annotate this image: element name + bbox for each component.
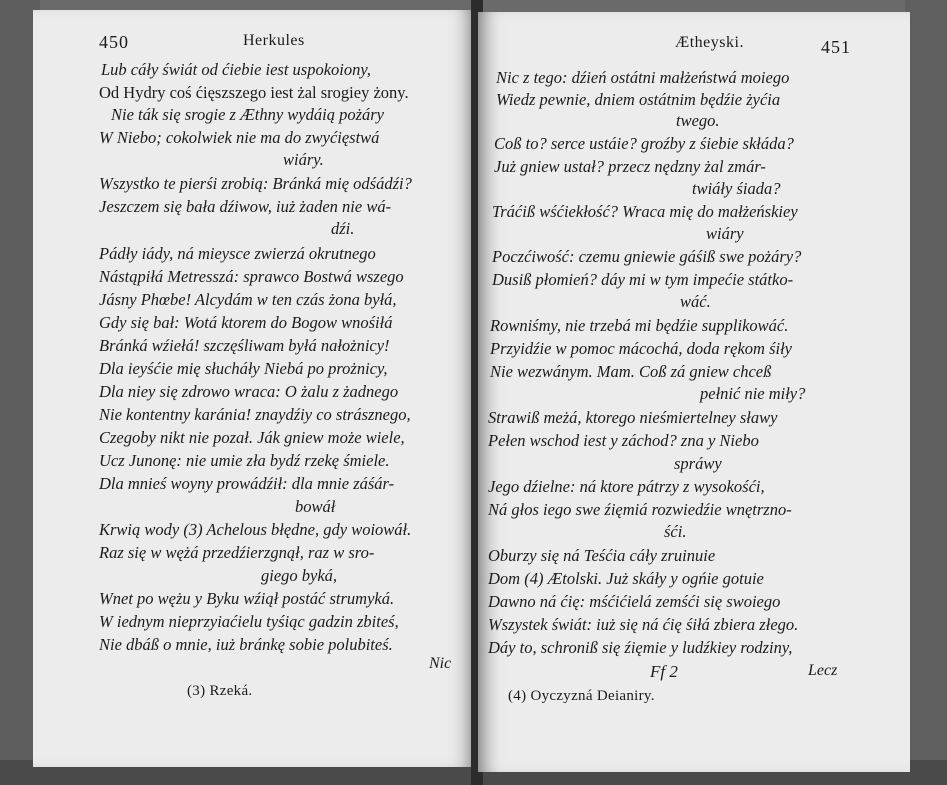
verse-line: Dla mnieś woyny prowádźił: dla mnie záśár- bbox=[99, 474, 395, 493]
verse-line: giego byká, bbox=[261, 566, 338, 585]
verse-line: Przyidźie w pomoc mácochá, doda rękom śiły bbox=[490, 339, 792, 358]
verse-line: Pełen wschod iest y záchod? zna y Niebo bbox=[488, 431, 759, 450]
verse-line: Bránká wźiełá! szczęśliwam byłá nałożnicy! bbox=[99, 336, 390, 355]
verse-line: Strawiß meżá, ktorego nieśmiertelney sławy bbox=[488, 408, 778, 427]
verse-line: Nie wezwánym. Mam. Coß zá gniew chceß bbox=[490, 362, 772, 381]
verse-line: Krwią wody (3) Achelous błędne, gdy woiowáł. bbox=[99, 520, 412, 539]
verse-line: twego. bbox=[676, 111, 720, 130]
verse-line: Nie ták się srogie z Æthny wydáią pożáry bbox=[111, 105, 384, 124]
verse-line: pełnić nie miły? bbox=[700, 384, 806, 403]
verse-line: W iednym nieprzyiaćielu tyśiąc gadzin zbiteś, bbox=[99, 612, 399, 631]
verse-line: Ucz Junonę: nie umie zła bydź rzekę śmiele. bbox=[99, 451, 390, 470]
verse-line: Jeszczem się bała dźiwow, iuż żaden nie wá- bbox=[99, 197, 392, 216]
verse-line: twiáły śiada? bbox=[692, 179, 781, 198]
signature-mark: Ff 2 bbox=[650, 662, 678, 681]
verse-line: W Niebo; cokolwiek nie ma do zwyćięstwá bbox=[99, 128, 380, 147]
verse-line: Jásny Phœbe! Alcydám w ten czás żona byłá, bbox=[99, 290, 397, 309]
page-number: 451 bbox=[821, 37, 851, 57]
verse-line: Lub cáły świát od ćiebie iest uspokoiony, bbox=[101, 60, 371, 79]
verse-line: wiáry. bbox=[283, 150, 324, 169]
verse-line: Coß to? serce ustáie? groźby z śiebie skłáda? bbox=[494, 134, 794, 153]
verse-line: Poczćiwość: czemu gniewie gáśiß swe pożáry? bbox=[492, 247, 802, 266]
catchword: Nic bbox=[429, 655, 452, 672]
verse-line: Gdy się bał: Wotá ktorem do Bogow wnośiłá bbox=[99, 313, 393, 332]
verse-line: Raz się w wężá przedźierzgnął, raz w sro- bbox=[99, 543, 375, 562]
verse-line: Wszystko te pierśi zrobią: Bránká mię odśádźi? bbox=[99, 174, 412, 193]
running-head: Herkules bbox=[243, 32, 305, 49]
verse-line: Wnet po wężu y Byku wźiął postáć strumyká. bbox=[99, 589, 395, 608]
verse-line: dźi. bbox=[331, 219, 355, 238]
verse-line: Tráćiß wśćiekłość? Wraca mię do małżeńskiey bbox=[492, 202, 798, 221]
verse-line: Dusiß płomień? dáy mi w tym impećie státko- bbox=[492, 270, 794, 289]
verse-line: Dla niey się zdrowo wraca: O żalu z żadnego bbox=[99, 382, 399, 401]
verse-line: wáć. bbox=[680, 292, 711, 311]
verse-line: Dom (4) Ætolski. Już skáły y ogńie gotuie bbox=[488, 569, 764, 588]
verse-line: Już gniew ustał? przecz nędzny żal zmár- bbox=[494, 157, 766, 176]
catchword: Lecz bbox=[808, 662, 838, 679]
verse-line: śći. bbox=[664, 522, 687, 541]
verse-line: Nic z tego: dźień ostátni małżeństwá moiego bbox=[496, 68, 790, 87]
footnote: (4) Oyczyzná Deianiry. bbox=[508, 688, 655, 704]
verse-line: Pádły iády, ná mieysce zwierzá okrutnego bbox=[99, 244, 376, 263]
page-number: 450 bbox=[99, 32, 129, 52]
left-page bbox=[33, 10, 475, 767]
book-edge-right bbox=[905, 0, 947, 785]
verse-line: bowáł bbox=[295, 497, 336, 516]
verse-line: wiáry bbox=[706, 224, 744, 243]
verse-line: Nie kontentny karánia! znaydźiy co strásznego, bbox=[99, 405, 411, 424]
verse-line: Wiedz pewnie, dniem ostátnim będźie żyćia bbox=[496, 90, 781, 109]
verse-line: Czegoby nikt nie pozał. Ják gniew może wiele, bbox=[99, 428, 405, 447]
verse-line: Rowniśmy, nie trzebá mi będźie supplikowáć. bbox=[490, 316, 789, 335]
verse-line: Wszystek świát: iuż się ná ćię śiłá zbiera złego. bbox=[488, 615, 799, 634]
right-page bbox=[478, 12, 910, 772]
verse-line: Nie dbáß o mnie, iuż bránkę sobie polubiteś. bbox=[99, 635, 393, 654]
verse-line: Dawno ná ćię: mśćićielá zemśći się swoiego bbox=[488, 592, 781, 611]
verse-line: Jego dźielne: ná ktore pátrzy z wysokośći, bbox=[488, 477, 765, 496]
running-head: Ætheyski. bbox=[675, 34, 744, 51]
verse-line: Dla ieyśćie mię słucháły Niebá po prożnicy, bbox=[99, 359, 388, 378]
verse-line: Dáy to, schroniß się źięmie y ludźkiey rodziny, bbox=[488, 638, 793, 657]
verse-line: Od Hydry coś ćięszszego iest żal srogiey żony. bbox=[99, 83, 409, 102]
verse-line: spráwy bbox=[674, 454, 722, 473]
verse-line: Oburzy się ná Teśćia cáły zruinuie bbox=[488, 546, 716, 565]
verse-line: Ná głos iego swe źięmiá rozwiedźie wnętrzno- bbox=[488, 500, 792, 519]
footnote: (3) Rzeká. bbox=[187, 683, 253, 699]
verse-line: Nástąpiłá Metresszá: sprawco Bostwá wszego bbox=[99, 267, 404, 286]
